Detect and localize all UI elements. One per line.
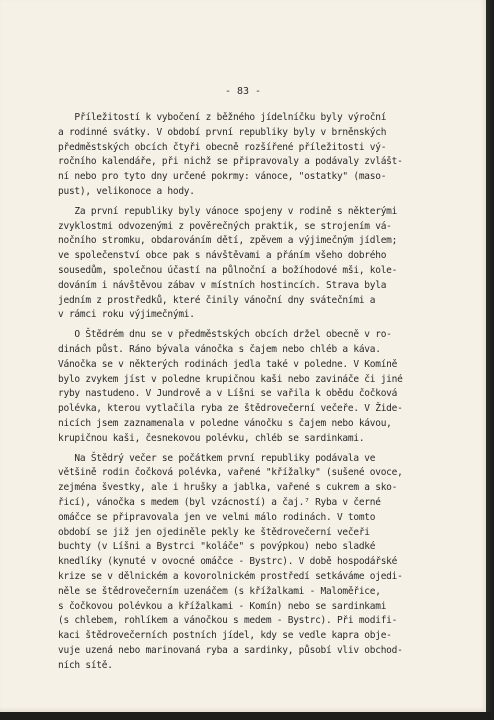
paragraph [58, 328, 462, 446]
text-line: většině rodin čočková polévka, vařené "křížalky" (sušené ovoce, [58, 467, 403, 479]
text-line: nicích jsem zaznamenala v poledne vánočku s čajem nebo kávou, [58, 417, 392, 429]
paragraph [58, 205, 462, 323]
text-line: polévka, kterou vytlačila ryba ze štědrovečerní večeře. V Žide- [58, 403, 403, 415]
text-line: nočního stromku, obdarováním dětí, zpěvem a výjimečným jídlem; [58, 235, 398, 247]
text-line: Příležitostí k vybočení z běžného jídelníčku byly výroční [58, 112, 387, 123]
text-line: ních sítě. [58, 659, 113, 671]
text-line: zvyklostmi odvozenými z pověrečných praktik, se strojením vá- [58, 220, 392, 232]
text-line: O Štědrém dnu se v předměstských obcích držel obecně v ro- [58, 329, 392, 341]
text-line: ve společenství obce pak s návštěvami a přáním všeho dobrého [58, 250, 387, 262]
text-line: ní nebo pro tyto dny určené pokrmy: vánoce, "ostatky" (maso- [58, 171, 387, 183]
paragraph [58, 111, 462, 200]
text-line: knedlíky (kynuté v ovocné omáčce - Bystrc). V době hospodářské [58, 556, 398, 568]
text-line: Na Štědrý večer se počátkem první republiky podávala ve [58, 452, 376, 464]
text-line: ročního kalendáře, při nichž se připravovaly a podávaly zvlášt- [58, 156, 403, 168]
text-line: zejména švestky, ale i hrušky a jablka, vařené s cukrem a sko- [58, 482, 398, 494]
text-line: Za první republiky byly vánoce spojeny v rodině s některými [58, 205, 398, 217]
text-line: (s chlebem, rohlíkem a vánočkou s medem - Bystrc). Při modifi- [58, 615, 398, 627]
text-line: krize se v dělnickém a kovorolnickém prostředí setkáváme ojedi- [58, 570, 403, 582]
text-line: sousedům, společnou účastí na půlnoční a božíhodové mši, kole- [58, 264, 398, 276]
body-text [58, 111, 462, 678]
text-line: vuje uzená nebo marinovaná ryba a sardinky, působí vliv obchod- [58, 644, 403, 656]
text-line: kaci štědrovečerních postních jídel, kdy se vedle kapra obje- [58, 630, 392, 642]
text-line: jedním z prostředků, které činily vánoční dny svátečními a [58, 294, 376, 306]
text-line: krupičnou kaši, česnekovou polévku, chléb se sardinkami. [58, 432, 365, 444]
page-number: - 83 - [224, 86, 262, 97]
text-line: předměstských obcích čtyři obecně rozšířené příležitosti vý- [58, 141, 387, 153]
text-line: pust), velikonoce a hody. [58, 185, 195, 197]
text-line: dinách půst. Ráno bývala vánočka s čajem nebo chléb a káva. [58, 343, 381, 355]
text-line: s čočkovou polévkou a křížalkami - Komín) nebo se sardinkami [58, 600, 387, 612]
text-line: v rámci roku výjimečnými. [58, 309, 195, 321]
text-line: omáčce se připravovala jen ve velmi málo rodinách. V tomto [58, 511, 376, 523]
paragraph [58, 452, 462, 674]
text-line: ryby nastudeno. V Jundrově a v Líšni se vařila k obědu čočková [58, 388, 398, 400]
text-line: a rodinné svátky. V období první republiky byly v brněnských [58, 126, 387, 138]
text-line: něle se štědrovečerním uzenáčem (s křížalkami - Maloměřice, [58, 585, 381, 597]
text-line: bylo zvykem jíst v poledne krupičnou kaši nebo zavináče či jiné [58, 373, 403, 385]
text-line: období se již jen ojediněle pekly ke štědrovečerní večeři [58, 526, 370, 538]
scan-edge-bottom [0, 712, 494, 720]
text-line: buchty (v Líšni a Bystrci "koláče" s povýpkou) nebo sladké [58, 541, 376, 553]
text-line: dováním i návštěvou zábav v místních hostincích. Strava byla [58, 279, 387, 291]
text-line: řicí), vánočka s medem (byl vzácností) a čaj.⁷ Ryba v černé [58, 496, 381, 508]
scan-edge-right [486, 0, 494, 720]
text-line: Vánočka se v některých rodinách jedla také v poledne. V Komíně [58, 358, 398, 370]
